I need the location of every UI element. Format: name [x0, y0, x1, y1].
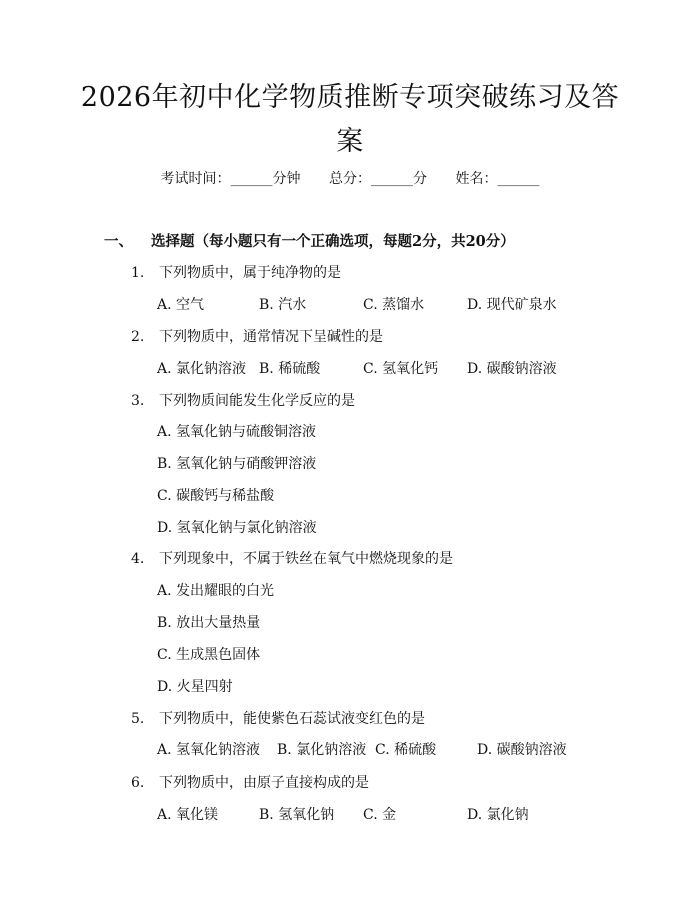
option-d: D. 现代矿泉水 [467, 297, 557, 313]
option-d: D. 氢氧化钠与氯化钠溶液 [157, 520, 317, 536]
question-6 [131, 772, 369, 792]
option-a: A. 发出耀眼的白光 [157, 583, 275, 599]
question-text: 下列物质中，属于纯净物的是 [159, 265, 341, 281]
question-4 [131, 548, 453, 568]
question-3 [131, 390, 355, 410]
question-text: 下列物质中，由原子直接构成的是 [159, 775, 369, 791]
option-a: A. 氢氧化钠与硫酸铜溶液 [157, 424, 317, 440]
option-b: B. 汽水 [259, 297, 307, 313]
option-a: A. 空气 [157, 297, 205, 313]
title-line-2: 案 [336, 126, 364, 157]
option-d: D. 碳酸钠溶液 [477, 742, 567, 758]
question-number: 5. [131, 711, 145, 727]
option-b: B. 氢氧化钠与硝酸钾溶液 [157, 456, 317, 472]
option-b: B. 稀硫酸 [259, 361, 321, 377]
title-line-1: 2026年初中化学物质推断专项突破练习及答 [80, 82, 620, 113]
document-title [80, 76, 620, 164]
option-c: C. 金 [363, 807, 397, 823]
option-c: C. 氢氧化钙 [363, 361, 439, 377]
option-b: B. 放出大量热量 [157, 615, 261, 631]
option-a: A. 氢氧化钠溶液 [157, 742, 261, 758]
option-d: D. 火星四射 [157, 679, 233, 695]
question-number: 2. [131, 329, 145, 345]
exam-score: 总分：______分 [329, 171, 427, 187]
question-2 [131, 326, 383, 346]
question-number: 4. [131, 551, 145, 567]
option-b: B. 氢氧化钠 [259, 807, 335, 823]
question-text: 下列物质间能发生化学反应的是 [159, 393, 355, 409]
question-text: 下列物质中，能使紫色石蕊试液变红色的是 [159, 711, 425, 727]
exam-info [0, 168, 700, 188]
option-c: C. 生成黑色固体 [157, 647, 261, 663]
option-b: B. 氯化钠溶液 [277, 742, 367, 758]
option-c: C. 碳酸钙与稀盐酸 [157, 488, 275, 504]
question-1 [131, 262, 341, 282]
section-title: 选择题（每小题只有一个正确选项，每题2分，共20分） [151, 233, 515, 250]
question-text: 下列现象中，不属于铁丝在氧气中燃烧现象的是 [159, 551, 453, 567]
option-d: D. 碳酸钠溶液 [467, 361, 557, 377]
option-d: D. 氯化钠 [467, 807, 529, 823]
question-5 [131, 708, 425, 728]
exam-name: 姓名：______ [455, 171, 540, 187]
option-a: A. 氧化镁 [157, 807, 219, 823]
option-c: C. 稀硫酸 [375, 742, 437, 758]
question-text: 下列物质中，通常情况下呈碱性的是 [159, 329, 383, 345]
question-number: 1. [131, 265, 145, 281]
question-number: 3. [131, 393, 145, 409]
section-number: 一、 [104, 233, 133, 250]
exam-time: 考试时间：______分钟 [160, 171, 301, 187]
section-heading [104, 230, 515, 251]
question-number: 6. [131, 775, 145, 791]
option-c: C. 蒸馏水 [363, 297, 425, 313]
option-a: A. 氯化钠溶液 [157, 361, 247, 377]
